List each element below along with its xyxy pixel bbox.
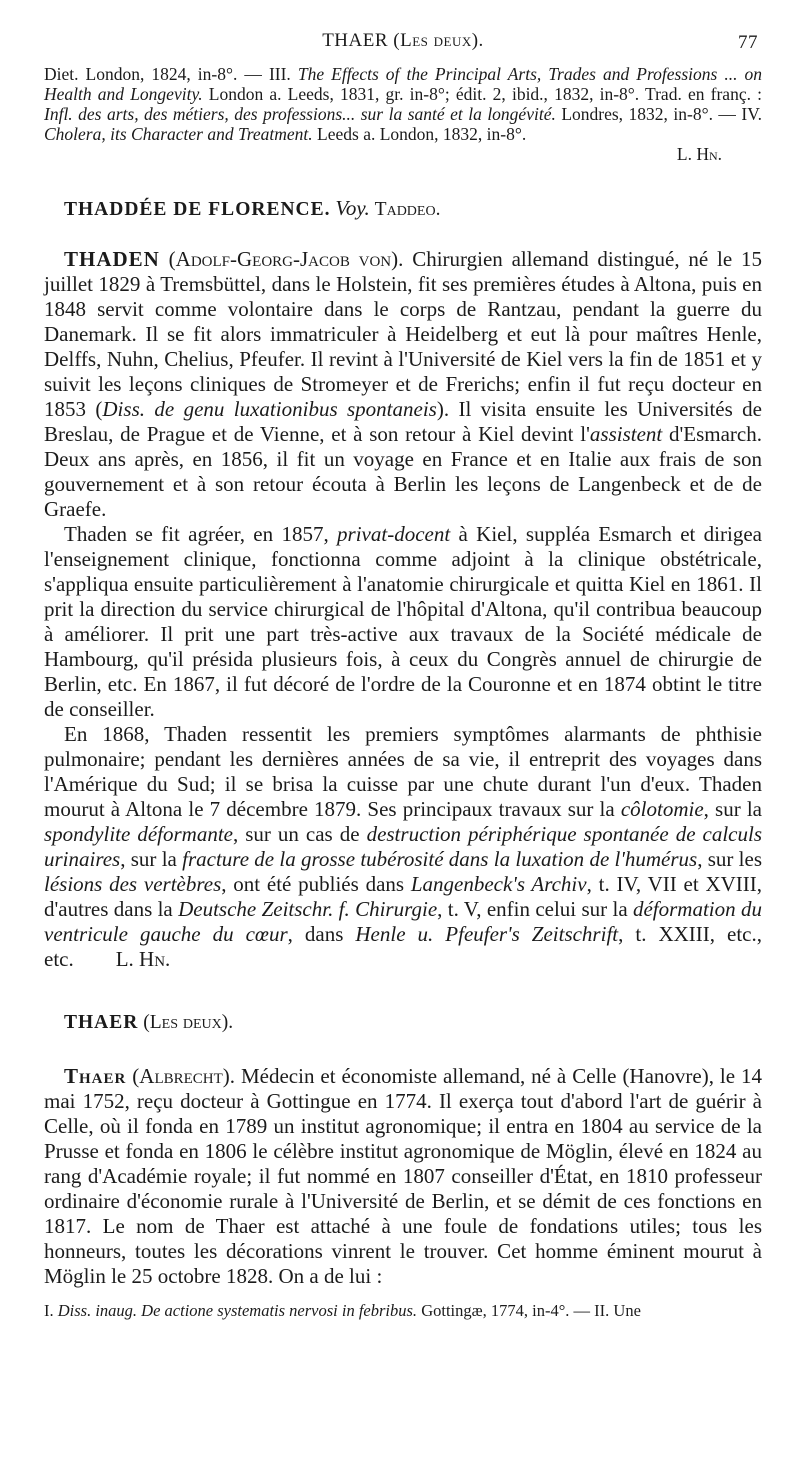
voy-label: Voy. — [335, 196, 370, 220]
thaden-paragraph-1: THADEN (Adolf-Georg-Jacob von). Chirurgien allemand distingué, né le 15 juillet 1829 à Tremsbüttel, dans le Holstein, fit ses premières études à Altona, puis en 1848 servit comme volontaire dans le corps de Rantzau, pendant la guerre du Danemark. Il se fit alors immatriculer à Heidelberg et eut là pour maîtres Henle, Delffs, Nuhn, Chelius, Pfeufer. Il revint à l'Université de Kiel vers la fin de 1851 et y suivit les leçons cliniques de Stromeyer et de Frerichs; enfin il fut reçu docteur en 1853 (Diss. de genu luxationibus spontaneis). Il visita ensuite les Universités de Breslau, de Prague et de Vienne, et à son retour à Kiel devint l'assistent d'Esmarch. Deux ans après, en 1856, il fit un voyage en France et en Italie aux frais de son gouvernement et à son retour écouta à Berlin les leçons de Langenbeck et de de Graefe. — [44, 247, 763, 521]
thaden-paragraph-2: Thaden se fit agréer, en 1857, privat-docent à Kiel, suppléa Esmarch et dirigea l'enseignement clinique, fonctionna comme adjoint à la clinique obstétricale, s'appliqua ensuite particulièrement à l'anatomie chirurgicale et quitta Kiel en 1861. Il prit la direction du service chirurgical de l'hôpital d'Altona, qu'il contribua beaucoup à améliorer. Il prit une part très-active aux travaux de la Société médicale de Hambourg, qu'il présida plusieurs fois, à ceux du Congrès annuel de chirurgie de Berlin, etc. En 1867, il fut décoré de l'ordre de la Couronne et en 1874 obtint le titre de conseiller. — [44, 522, 762, 721]
cross-reference-headword: THADDÉE DE FLORENCE. — [64, 199, 331, 220]
cross-reference-target: Taddeo. — [374, 199, 441, 220]
running-head — [44, 30, 762, 60]
thaden-paragraph-3: En 1868, Thaden ressentit les premiers symptômes alarmants de phthisie pulmonaire; pendant les dernières années de sa vie, il entreprit des voyages dans l'Amérique du Sud; il se brisa la cuisse par une chute durant l'un d'eux. Thaden mourut à Altona le 7 décembre 1879. Ses principaux travaux sur la côlotomie, sur la spondylite déformante, sur un cas de destruction périphérique spontanée de calculs urinaires, sur la fracture de la grosse tubérosité dans la luxation de l'humérus, sur les lésions des vertèbres, ont été publiés dans Langenbeck's Archiv, t. IV, VII et XVIII, d'autres dans la Deutsche Zeitschr. f. Chirurgie, t. V, enfin celui sur la déformation du ventricule gauche du cœur, dans Henle u. Pfeufer's Zeitschrift, t. XXIII, etc., etc. L. Hn. — [44, 722, 763, 971]
previous-entry-signature: L. Hn. — [676, 144, 722, 164]
running-title: THAER (Les deux). — [322, 30, 484, 51]
thaer-albrecht-names: (Albrecht). — [132, 1064, 236, 1088]
page-number: 77 — [738, 32, 758, 53]
thaer-group-subtitle: (Les deux). — [143, 1012, 234, 1033]
thaer-albrecht-headword: Thaer — [64, 1064, 127, 1088]
thaden-signature: L. Hn. — [115, 947, 171, 971]
thaden-names: (Adolf-Georg-Jacob von). — [168, 247, 404, 271]
thaer-group-headword: THAER — [64, 1012, 139, 1033]
previous-entry-bibliography: Diet. London, 1824, in-8°. — III. The Effects of the Principal Arts, Trades and Professions ... on Health and Longevity. London a. Leeds, 1831, gr. in-8°; édit. 2, ibid., 1832, in-8°. Trad. en franç. : Infl. des arts, des métiers, des professions... sur la santé et la longévité. Londres, 1832, in-8°. — IV. Cholera, its Character and Treatment. Leeds a. London, 1832, in-8°. — [44, 64, 762, 144]
thaden-headword: THADEN — [64, 247, 160, 271]
cross-reference-entry — [64, 196, 762, 221]
thaer-group-heading — [64, 1012, 762, 1034]
thaer-bibliography-start: I. Diss. inaug. De actione systematis nervosi in febribus. Gottingæ, 1774, in-4°. — II. Une — [44, 1301, 641, 1320]
thaer-albrecht-paragraph: Thaer (Albrecht). Médecin et économiste allemand, né à Celle (Hanovre), le 14 mai 1752, reçu docteur à Gottingue en 1774. Il exerça tout d'abord l'art de guérir à Celle, où il fonda en 1789 un institut agronomique; il entra en 1804 au service de la Prusse et fonda en 1806 le célèbre institut agronomique de Möglin, élevé en 1824 au rang d'Académie royale; il fut nommé en 1807 conseiller d'État, en 1810 professeur ordinaire d'économie rurale à l'Université de Berlin, et se démit de ces fonctions en 1817. Le nom de Thaer est attaché à une foule de fondations utiles; tous les honneurs, toutes les décorations vinrent le trouver. Cet homme éminent mourut à Möglin le 25 octobre 1828. On a de lui : — [44, 1064, 762, 1288]
